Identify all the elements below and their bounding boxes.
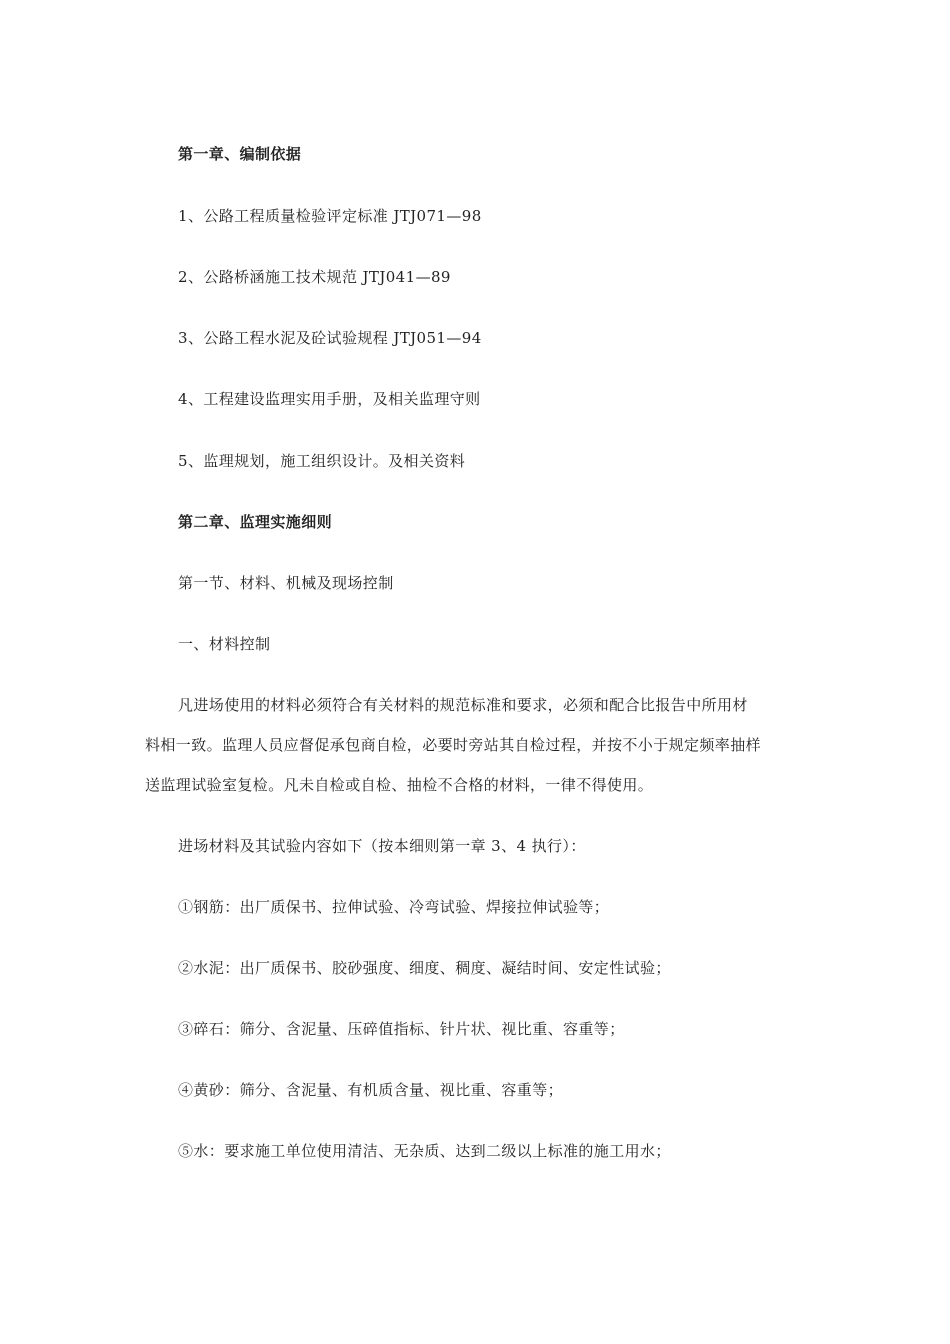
material-control-paragraph [145, 695, 810, 815]
material-item-rebar: ①钢筋：出厂质保书、拉伸试验、冷弯试验、焊接拉伸试验等； [178, 898, 610, 916]
paragraph-line: 送监理试验室复检。凡未自检或自检、抽检不合格的材料，一律不得使用。 [145, 776, 654, 794]
paragraph-line: 料相一致。监理人员应督促承包商自检，必要时旁站其自检过程，并按不小于规定频率抽样 [145, 736, 762, 754]
material-item-cement: ②水泥：出厂质保书、胶砂强度、细度、稠度、凝结时间、安定性试验； [178, 959, 671, 977]
paragraph-line: 凡进场使用的材料必须符合有关材料的规范标准和要求，必须和配合比报告中所用材 [178, 696, 748, 714]
basis-item-2: 2、公路桥涵施工技术规范 JTJ041—89 [178, 268, 451, 286]
basis-item-1: 1、公路工程质量检验评定标准 JTJ071—98 [178, 207, 482, 225]
chapter-1-title: 第一章、编制依据 [178, 145, 302, 163]
material-item-water: ⑤水：要求施工单位使用清洁、无杂质、达到二级以上标准的施工用水； [178, 1142, 671, 1160]
basis-item-4: 4、工程建设监理实用手册，及相关监理守则 [178, 390, 481, 408]
material-item-gravel: ③碎石：筛分、含泥量、压碎值指标、针片状、视比重、容重等； [178, 1020, 625, 1038]
basis-item-3: 3、公路工程水泥及砼试验规程 JTJ051—94 [178, 329, 482, 347]
material-item-sand: ④黄砂：筛分、含泥量、有机质含量、视比重、容重等； [178, 1081, 564, 1099]
section-1-title: 第一节、材料、机械及现场控制 [178, 574, 394, 592]
materials-intro: 进场材料及其试验内容如下（按本细则第一章 3、4 执行）： [178, 837, 586, 855]
basis-item-5: 5、监理规划，施工组织设计。及相关资料 [178, 452, 466, 470]
chapter-2-title: 第二章、监理实施细则 [178, 513, 333, 531]
subsection-material-control: 一、材料控制 [178, 635, 271, 653]
